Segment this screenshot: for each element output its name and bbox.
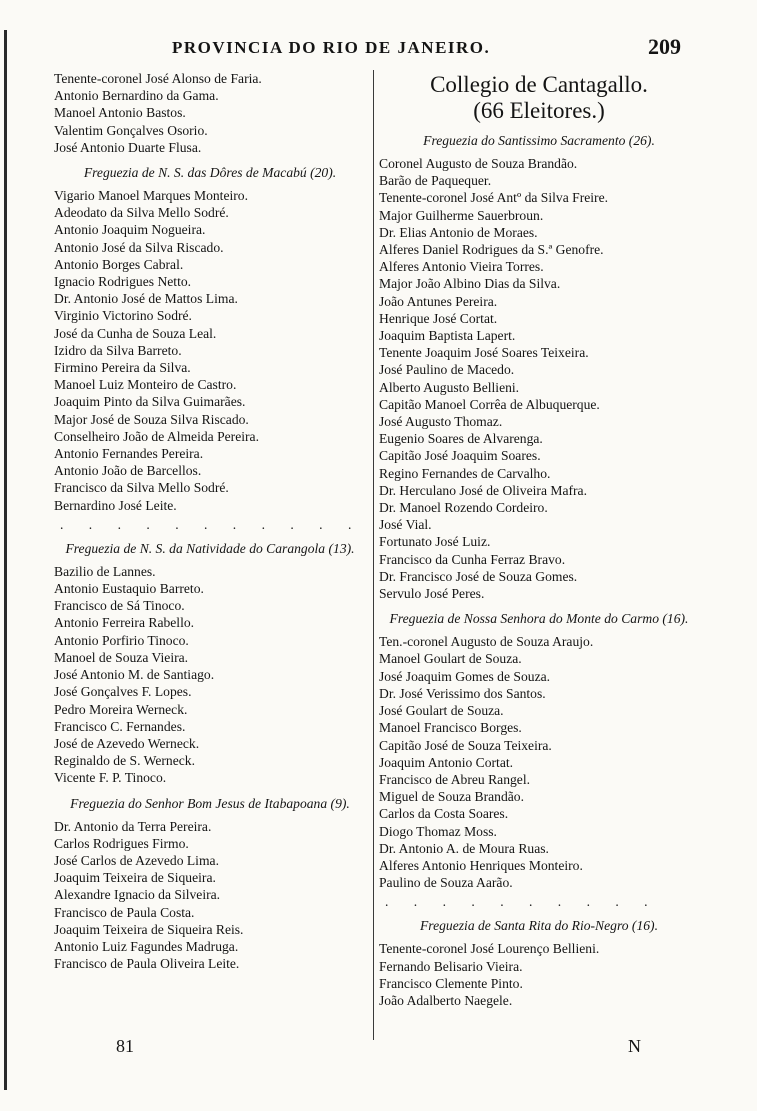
elector-name: Manoel Luiz Monteiro de Castro. bbox=[54, 377, 237, 393]
elector-name: Joaquim Teixeira de Siqueira Reis. bbox=[54, 921, 244, 937]
elector-name: Joaquim Baptista Lapert. bbox=[379, 328, 516, 344]
elector-name: Dr. Francisco José de Souza Gomes. bbox=[379, 568, 578, 584]
parish-heading: Freguezia de N. S. da Natividade do Carangola (13). bbox=[65, 540, 355, 556]
elector-name: Vigario Manoel Marques Monteiro. bbox=[54, 188, 248, 204]
elector-name: Diogo Thomaz Moss. bbox=[379, 823, 497, 839]
college-electors-count: (66 Eleitores.) bbox=[473, 98, 605, 123]
parish-heading: Freguezia do Senhor Bom Jesus de Itabapoana (9). bbox=[70, 795, 350, 811]
elector-name: Antonio João de Barcellos. bbox=[54, 463, 202, 479]
elector-name: José de Azevedo Werneck. bbox=[54, 735, 200, 751]
elector-name: Capitão Manoel Corrêa de Albuquerque. bbox=[379, 396, 600, 412]
elector-name: José Vial. bbox=[379, 517, 432, 533]
elector-name: Dr. José Verissimo dos Santos. bbox=[379, 685, 546, 701]
elector-name: Regino Fernandes de Carvalho. bbox=[379, 465, 551, 481]
elector-name: Coronel Augusto de Souza Brandão. bbox=[379, 156, 578, 171]
elector-name: José Antonio Duarte Flusa. bbox=[54, 139, 202, 155]
page-header-title: PROVINCIA DO RIO DE JANEIRO. bbox=[172, 38, 491, 57]
elector-name: Dr. Herculano José de Oliveira Mafra. bbox=[379, 482, 587, 498]
elector-name: Manoel Goulart de Souza. bbox=[379, 651, 522, 667]
elector-name: Dr. Antonio da Terra Pereira. bbox=[54, 818, 212, 834]
elector-name: Francisco da Silva Mello Sodré. bbox=[54, 480, 229, 496]
elector-name: Virginio Victorino Sodré. bbox=[54, 308, 192, 324]
elector-name: Adeodato da Silva Mello Sodré. bbox=[54, 205, 229, 221]
college-title: Collegio de Cantagallo. bbox=[430, 72, 648, 97]
elector-name: Francisco Clemente Pinto. bbox=[379, 975, 523, 991]
elector-name: Vicente F. P. Tinoco. bbox=[54, 770, 167, 786]
elector-name: Joaquim Teixeira de Siqueira. bbox=[54, 870, 216, 886]
elector-name: Antonio Fernandes Pereira. bbox=[54, 446, 204, 462]
elector-name: Carlos Rodrigues Firmo. bbox=[54, 835, 189, 851]
elector-name: Dr. Antonio José de Mattos Lima. bbox=[54, 291, 238, 307]
parish-heading: Freguezia do Santissimo Sacramento (26). bbox=[423, 133, 655, 148]
elector-name: Henrique José Cortat. bbox=[379, 310, 498, 326]
signature-mark: N bbox=[628, 1036, 641, 1056]
elector-name: Firmino Pereira da Silva. bbox=[54, 360, 191, 376]
elector-name: Antonio Borges Cabral. bbox=[54, 256, 184, 272]
elector-name: Francisco de Paula Costa. bbox=[54, 904, 195, 920]
sheet-number: 81 bbox=[116, 1036, 134, 1056]
elector-name: Pedro Moreira Werneck. bbox=[54, 701, 188, 717]
elector-name: Eugenio Soares de Alvarenga. bbox=[379, 431, 543, 447]
elector-name: Antonio Ferreira Rabello. bbox=[54, 615, 195, 631]
page-edge-rule bbox=[4, 30, 7, 1090]
elector-name: José Carlos de Azevedo Lima. bbox=[54, 852, 219, 868]
elector-name: Alexandre Ignacio da Silveira. bbox=[54, 887, 221, 903]
elector-name: Reginaldo de S. Werneck. bbox=[54, 753, 195, 769]
elector-name: João Adalberto Naegele. bbox=[379, 992, 513, 1008]
elector-name: Fortunato José Luiz. bbox=[379, 534, 491, 550]
elector-name: Antonio Porfirio Tinoco. bbox=[54, 632, 189, 648]
elector-name: Ten.-coronel Augusto de Souza Araujo. bbox=[379, 634, 594, 650]
elector-name: Francisco C. Fernandes. bbox=[54, 718, 186, 734]
elector-name: Valentim Gonçalves Osorio. bbox=[54, 122, 208, 138]
elector-name: Dr. Elias Antonio de Moraes. bbox=[379, 224, 538, 240]
elector-name: Antonio Joaquim Nogueira. bbox=[54, 222, 206, 238]
elector-name: Manoel Francisco Borges. bbox=[379, 720, 522, 736]
elector-name: Servulo José Peres. bbox=[379, 586, 485, 602]
elector-name: Carlos da Costa Soares. bbox=[379, 806, 509, 822]
elector-name: Dr. Manoel Rozendo Cordeiro. bbox=[379, 500, 548, 516]
elector-name: José Paulino de Macedo. bbox=[379, 362, 515, 378]
elector-name: Alferes Antonio Henriques Monteiro. bbox=[379, 857, 583, 873]
elector-name: Tenente-coronel José Alonso de Faria. bbox=[54, 71, 262, 86]
elector-name: Bernardino José Leite. bbox=[54, 497, 177, 513]
ellipsis-row: . . . . . . . . . . . bbox=[60, 516, 363, 532]
elector-name: Major José de Souza Silva Riscado. bbox=[54, 411, 249, 427]
elector-name: Ignacio Rodrigues Netto. bbox=[54, 274, 192, 290]
elector-name: José Joaquim Gomes de Souza. bbox=[379, 668, 551, 684]
page-number: 209 bbox=[648, 34, 681, 59]
elector-name: Joaquim Antonio Cortat. bbox=[379, 754, 514, 770]
elector-name: Fernando Belisario Vieira. bbox=[379, 958, 523, 974]
elector-name: José da Cunha de Souza Leal. bbox=[54, 325, 217, 341]
elector-name: Alferes Daniel Rodrigues da S.ª Genofre. bbox=[379, 242, 604, 258]
elector-name: Tenente-coronel José Antº da Silva Freire. bbox=[379, 190, 609, 206]
elector-name: Antonio Bernardino da Gama. bbox=[54, 88, 219, 104]
elector-name: Joaquim Pinto da Silva Guimarães. bbox=[54, 394, 246, 410]
elector-name: Capitão José de Souza Teixeira. bbox=[379, 737, 552, 753]
column-divider bbox=[373, 70, 374, 1040]
elector-name: Francisco de Paula Oliveira Leite. bbox=[54, 956, 240, 972]
ellipsis-row: . . . . . . . . . . bbox=[385, 894, 659, 910]
left-column bbox=[54, 70, 366, 972]
parish-heading: Freguezia de Santa Rita do Rio-Negro (16). bbox=[420, 918, 658, 934]
elector-name: Alferes Antonio Vieira Torres. bbox=[379, 259, 544, 275]
elector-name: Conselheiro João de Almeida Pereira. bbox=[54, 428, 259, 444]
elector-name: Antonio José da Silva Riscado. bbox=[54, 239, 224, 255]
elector-name: Barão de Paquequer. bbox=[379, 173, 492, 189]
elector-name: Francisco de Abreu Rangel. bbox=[379, 771, 530, 787]
elector-name: José Gonçalves F. Lopes. bbox=[54, 684, 192, 700]
parish-heading: Freguezia de Nossa Senhora do Monte do Carmo (16). bbox=[389, 611, 689, 627]
elector-name: Francisco de Sá Tinoco. bbox=[54, 598, 185, 614]
elector-name: Major Guilherme Sauerbroun. bbox=[379, 207, 544, 223]
elector-name: Manoel de Souza Vieira. bbox=[54, 649, 189, 665]
elector-name: Manoel Antonio Bastos. bbox=[54, 105, 186, 121]
elector-name: Major João Albino Dias da Silva. bbox=[379, 276, 561, 292]
elector-name: José Augusto Thomaz. bbox=[379, 414, 503, 430]
elector-name: José Goulart de Souza. bbox=[379, 703, 504, 719]
elector-name: João Antunes Pereira. bbox=[379, 293, 498, 309]
elector-name: Miguel de Souza Brandão. bbox=[379, 789, 524, 805]
parish-heading: Freguezia de N. S. das Dôres de Macabú (20). bbox=[83, 165, 337, 181]
elector-name: Antonio Luiz Fagundes Madruga. bbox=[54, 938, 239, 954]
elector-name: Paulino de Souza Aarão. bbox=[379, 875, 513, 891]
elector-name: Capitão José Joaquim Soares. bbox=[379, 448, 541, 464]
elector-name: José Antonio M. de Santiago. bbox=[54, 667, 215, 683]
elector-name: Bazilio de Lannes. bbox=[54, 563, 156, 579]
elector-name: Alberto Augusto Bellieni. bbox=[379, 379, 520, 395]
elector-name: Tenente-coronel José Lourenço Bellieni. bbox=[379, 941, 600, 957]
elector-name: Dr. Antonio A. de Moura Ruas. bbox=[379, 840, 549, 856]
elector-name: Tenente Joaquim José Soares Teixeira. bbox=[379, 345, 589, 361]
right-column bbox=[379, 70, 699, 1009]
elector-name: Francisco da Cunha Ferraz Bravo. bbox=[379, 551, 566, 567]
elector-name: Izidro da Silva Barreto. bbox=[54, 342, 182, 358]
elector-name: Antonio Eustaquio Barreto. bbox=[54, 581, 204, 597]
